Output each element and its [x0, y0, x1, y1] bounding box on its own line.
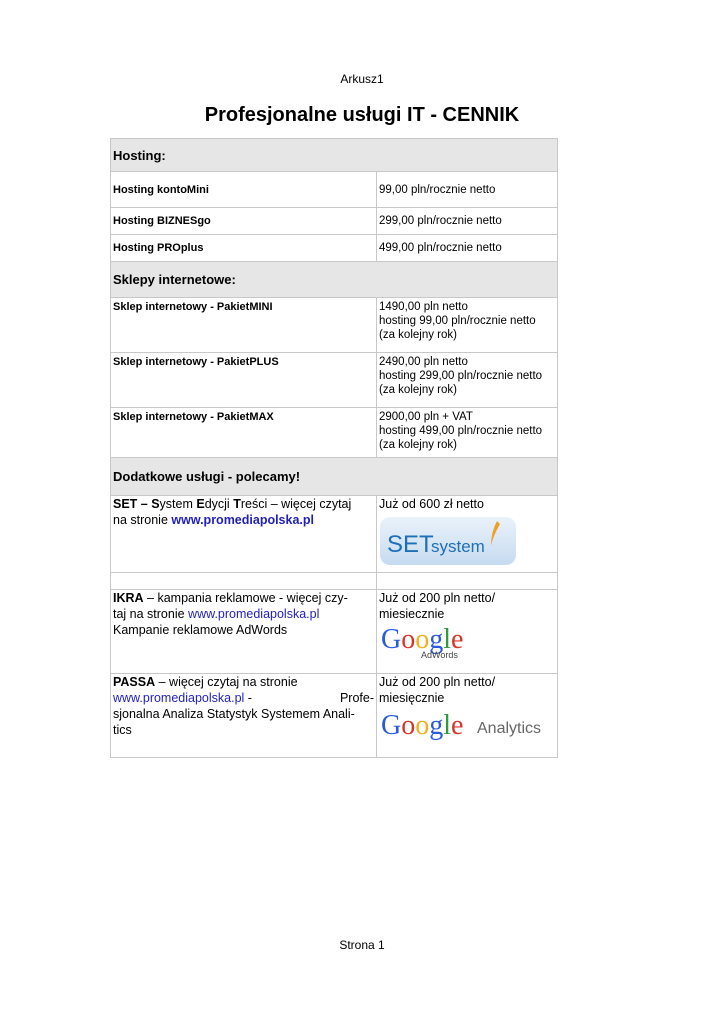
- description-text: taj na stronie: [113, 607, 189, 621]
- service-price: [377, 674, 558, 758]
- website-link[interactable]: www.promediapolska.pl: [113, 691, 245, 705]
- price-line: hosting 99,00 pln/rocznie netto: [379, 315, 536, 327]
- description-text: reści – więcej czytaj: [240, 497, 352, 511]
- service-name: IKRA: [113, 591, 144, 605]
- service-description: [111, 674, 377, 758]
- document-title: Profesjonalne usługi IT - CENNIK: [204, 104, 520, 126]
- section-header-extra: [111, 458, 558, 496]
- website-link[interactable]: www.promediapolska.pl: [188, 607, 320, 621]
- price-line: Już od 200 pln netto/: [379, 675, 496, 689]
- description-text: -: [244, 691, 252, 705]
- service-name: Hosting BIZNESgo: [111, 208, 377, 235]
- service-price: [377, 353, 558, 408]
- google-analytics-logo: [379, 708, 557, 742]
- logo-text: Google: [381, 710, 464, 741]
- service-name: Sklep internetowy - PakietMAX: [111, 408, 377, 458]
- service-price: [377, 590, 558, 674]
- description-text: tics: [113, 723, 132, 737]
- section-title: Sklepy internetowe:: [111, 262, 558, 298]
- price-line: 1490,00 pln netto: [379, 301, 468, 313]
- description-text: E: [196, 497, 205, 511]
- price-line: Już od 600 zł netto: [379, 497, 484, 511]
- set-system-logo: [379, 516, 517, 566]
- set-acronym: SET – S: [113, 497, 160, 511]
- description-text: – więcej czytaj na stronie: [155, 675, 298, 689]
- price-line: miesięcznie: [379, 691, 445, 705]
- price-line: miesiecznie: [379, 607, 445, 621]
- service-price: 99,00 pln/rocznie netto: [377, 172, 558, 208]
- description-text: sjonalna Analiza Statystyk Systemem Anali-: [113, 707, 355, 721]
- price-line: 2900,00 pln + VAT: [379, 411, 473, 423]
- service-price: [377, 496, 558, 573]
- service-price: [377, 408, 558, 458]
- price-line: (za kolejny rok): [379, 329, 457, 341]
- sheet-name: Arkusz1: [340, 72, 384, 86]
- service-name: Sklep internetowy - PakietPLUS: [111, 353, 377, 408]
- description-text: Kampanie reklamowe AdWords: [113, 623, 288, 637]
- table-row-passa: [111, 674, 558, 758]
- logo-text: SET: [387, 531, 434, 558]
- section-title: Dodatkowe usługi - polecamy!: [111, 458, 558, 496]
- price-line: (za kolejny rok): [379, 439, 457, 451]
- table-row: [111, 408, 558, 458]
- logo-text: Google: [381, 624, 464, 655]
- service-price: 499,00 pln/rocznie netto: [377, 235, 558, 262]
- table-row-set: [111, 496, 558, 573]
- table-row: [111, 235, 558, 262]
- description-text: dycji: [204, 497, 234, 511]
- logo-subtext: system: [431, 537, 485, 556]
- table-row: [111, 353, 558, 408]
- section-title: Hosting:: [111, 139, 558, 172]
- description-text: – kampania reklamowe - więcej czy-: [143, 591, 348, 605]
- description-text: na stronie: [113, 513, 172, 527]
- page-footer: Strona 1: [339, 938, 385, 952]
- description-text: ystem: [159, 497, 197, 511]
- price-line: Już od 200 pln netto/: [379, 591, 496, 605]
- price-line: hosting 499,00 pln/rocznie netto: [379, 425, 543, 437]
- service-name: Sklep internetowy - PakietMINI: [111, 298, 377, 353]
- spacer-row: [111, 573, 558, 590]
- price-line: (za kolejny rok): [379, 384, 457, 396]
- service-name: Hosting PROplus: [111, 235, 377, 262]
- section-header-shops: [111, 262, 558, 298]
- service-description: [111, 590, 377, 674]
- table-row: [111, 298, 558, 353]
- table-row: [111, 208, 558, 235]
- google-adwords-logo: [379, 624, 483, 660]
- description-text: T: [233, 497, 241, 511]
- table-row: [111, 172, 558, 208]
- service-price: 299,00 pln/rocznie netto: [377, 208, 558, 235]
- logo-subtext: AdWords: [421, 650, 458, 660]
- price-table: [110, 138, 558, 758]
- description-text: Profe-: [339, 691, 374, 705]
- service-name: PASSA: [113, 675, 156, 689]
- logo-subtext: Analytics: [477, 720, 542, 737]
- price-line: hosting 299,00 pln/rocznie netto: [379, 370, 543, 382]
- table-row-ikra: [111, 590, 558, 674]
- service-price: [377, 298, 558, 353]
- service-description: [111, 496, 377, 573]
- price-line: 2490,00 pln netto: [379, 356, 468, 368]
- service-name: Hosting kontoMini: [111, 172, 377, 208]
- section-header-hosting: [111, 139, 558, 172]
- website-link[interactable]: www.promediapolska.pl: [171, 513, 314, 527]
